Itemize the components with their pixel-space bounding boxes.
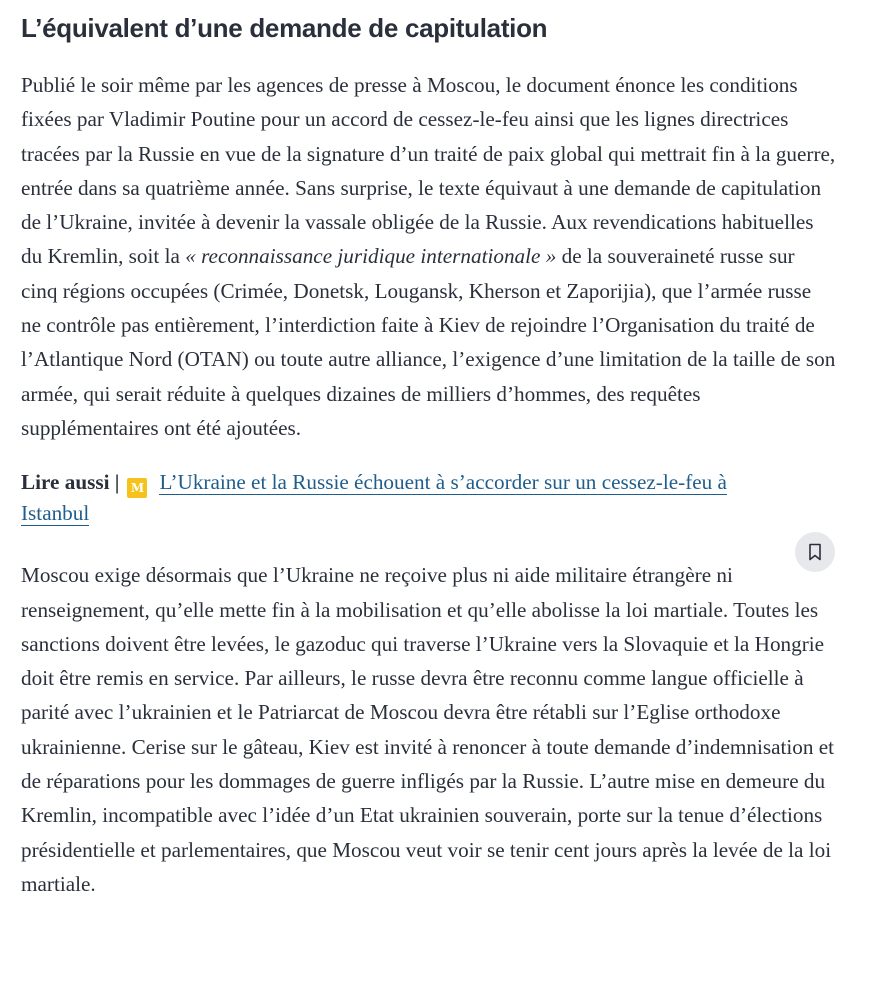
spacer xyxy=(21,528,836,558)
bookmark-button[interactable] xyxy=(795,532,835,572)
bookmark-icon xyxy=(808,543,822,561)
read-also-link[interactable]: L’Ukraine et la Russie échouent à s’accorder sur un cessez-le-feu à Istanbul xyxy=(21,470,727,526)
read-also-label: Lire aussi | xyxy=(21,470,120,495)
section-heading: L’équivalent d’une demande de capitulation xyxy=(21,13,548,43)
paragraph xyxy=(21,68,836,445)
paragraph-text: Publié le soir même par les agences de presse à Moscou, le document énonce les conditions fixées par Vladimir Poutine pour un accord de cessez-le-feu ainsi que les lignes directrices tracées par la Russie en vue de la signature d’un traité de paix global qui mettrait fin à la guerre, entrée dans sa quatrième année. Sans surprise, le texte équivaut à une demande de capitulation de l’Ukraine, invitée à devenir la vassale obligée de la Russie. Aux revendications habituelles du Kremlin, soit la xyxy=(21,73,836,269)
quote-text: « reconnaissance juridique internationale » xyxy=(185,244,557,269)
paragraph: Moscou exige désormais que l’Ukraine ne reçoive plus ni aide militaire étrangère ni renseignement, qu’elle mette fin à la mobilisation et qu’elle abolisse la loi martiale. Toutes les sanctions doivent être levées, le gazoduc qui traverse l’Ukraine vers la Slovaquie et la Hongrie doit être remis en service. Par ailleurs, le russe devra être reconnu comme langue officielle à parité avec l’ukrainien et le Patriarcat de Moscou devra être rétabli sur l’Eglise orthodoxe ukrainienne. Cerise sur le gâteau, Kiev est invité à renoncer à toute demande d’indemnisation et de réparations pour les dommages de guerre infligés par la Russie. L’autre mise en demeure du Kremlin, incompatible avec l’idée d’un Etat ukrainien souverain, porte sur la tenue d’élections présidentielle et parlementaires, que Moscou veut voir se tenir cent jours après la levée de la loi martiale. xyxy=(21,563,835,896)
paragraph-text: de la souveraineté russe sur cinq régions occupées (Crimée, Donetsk, Lougansk, Kherson et Zaporijia), que l’armée russe ne contrôle pas entièrement, l’interdiction faite à Kiev de rejoindre l’Organisation du traité de l’Atlantique Nord (OTAN) ou toute autre alliance, l’exigence d’une limitation de la taille de son armée, qui serait réduite à quelques dizaines de milliers d’hommes, des requêtes supplémentaires ont été ajoutées. xyxy=(21,244,836,440)
le-monde-premium-icon: M xyxy=(127,478,147,498)
read-also-block xyxy=(21,467,781,528)
article-body xyxy=(21,0,836,901)
